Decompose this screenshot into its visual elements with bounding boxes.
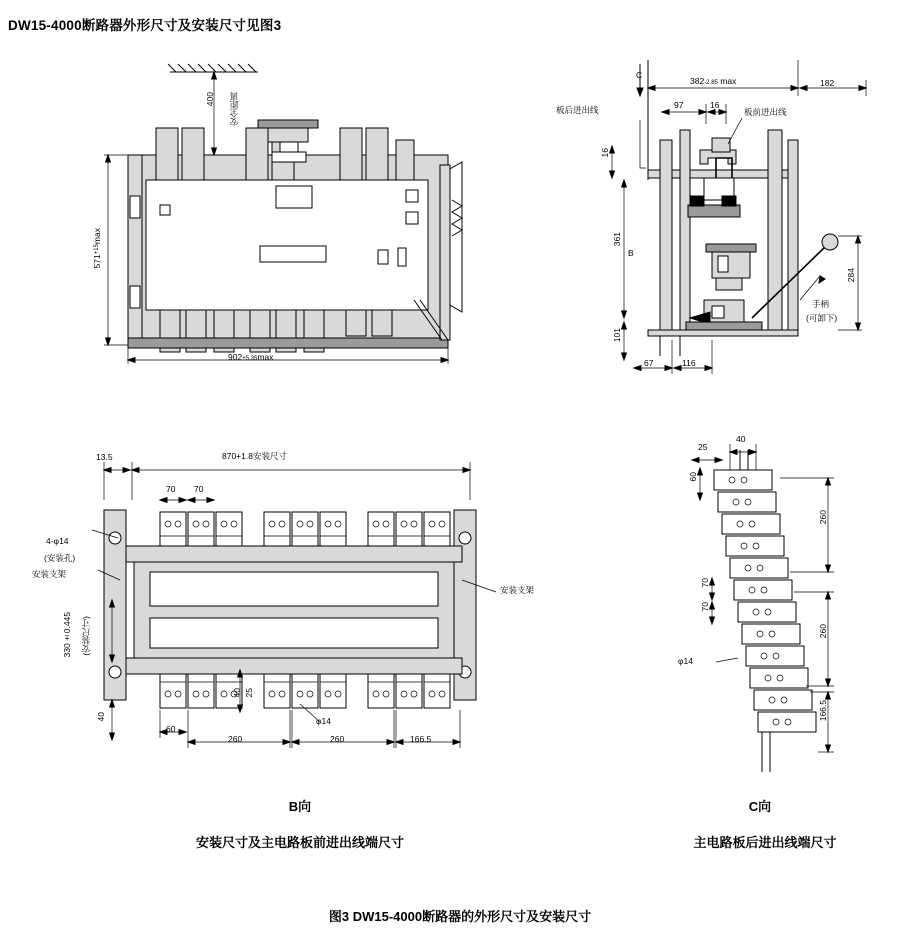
viewb-dim-260b: 260 [330, 734, 345, 744]
viewb-dim-330: 330±0.445 [62, 612, 72, 658]
viewb-hole-spec: 4-φ14 [46, 536, 69, 546]
side-dim-16: 16 [710, 100, 720, 110]
front-dim-902-value: 902 [228, 352, 243, 362]
figure-caption: 图3 DW15-4000断路器的外形尺寸及安装尺寸 [328, 909, 592, 924]
viewb-bracket-right: 安装支架 [500, 585, 535, 595]
viewc-dim-40: 40 [736, 434, 746, 444]
viewb-dim-870: 870+1.8安装尺寸 [222, 451, 287, 461]
view-b-caption: 安装尺寸及主电路板前进出线端尺寸 [195, 835, 404, 850]
page-title: DW15-4000断路器外形尺寸及安装尺寸见图3 [8, 18, 282, 33]
viewb-bracket-left: 安装支架 [32, 569, 67, 579]
side-dim-97: 97 [674, 100, 684, 110]
side-label-rear-wiring: 板后进出线 [556, 105, 599, 115]
front-dim-902-tol: +5.35 [242, 356, 258, 362]
side-dim-116: 116 [682, 358, 696, 368]
side-dim-382-max: max [720, 76, 737, 86]
front-dim-571-value: 571 [92, 254, 102, 269]
side-label-handle: 手柄 [812, 299, 830, 309]
viewc-dim-60: 60 [688, 472, 698, 482]
view-b-name: B向 [288, 799, 312, 814]
viewb-hole-note: (安装孔) [44, 553, 76, 563]
viewc-dim-166-5: 166.5 [818, 700, 828, 722]
viewc-hole-phi14: φ14 [678, 656, 693, 666]
viewc-dim-70b: 70 [700, 602, 710, 612]
viewb-dim-40a: 40 [96, 712, 106, 722]
viewc-dim-260b: 260 [818, 624, 828, 639]
front-dim-400: 400 [205, 92, 215, 107]
viewb-dim-40b: 40 [232, 688, 242, 698]
viewb-dim-13-5: 13.5 [96, 452, 113, 462]
viewc-dim-25: 25 [698, 442, 708, 452]
side-dim-101: 101 [612, 328, 622, 343]
viewb-dim-330-note: (安装尺寸) [81, 616, 91, 656]
front-dim-571-max: max [92, 228, 102, 245]
side-dim-67: 67 [644, 358, 654, 368]
side-mark-c: C [636, 70, 643, 80]
side-dim-382-value: 382 [690, 76, 705, 86]
viewc-dim-260a: 260 [818, 510, 828, 525]
viewb-dim-260a: 260 [228, 734, 243, 744]
front-dim-571-tol: +15 [94, 244, 100, 255]
side-dim-382-tol: -2.85 [704, 80, 718, 86]
view-c-caption: 主电路板后进出线端尺寸 [693, 835, 837, 850]
view-c-name: C向 [748, 799, 772, 814]
viewb-dim-60: 60 [166, 724, 176, 734]
side-dim-16b: 16 [600, 148, 610, 158]
side-dim-284: 284 [846, 268, 856, 283]
side-dim-182: 182 [820, 78, 835, 88]
viewb-dim-70b: 70 [194, 484, 204, 494]
side-label-front-wiring: 板前进出线 [744, 107, 787, 117]
viewb-hole-phi14: φ14 [316, 716, 331, 726]
viewb-dim-70a: 70 [166, 484, 176, 494]
viewb-dim-166-5: 166.5 [410, 734, 432, 744]
viewb-dim-25: 25 [244, 688, 254, 698]
side-label-handle-note: (可卸下) [806, 313, 838, 323]
side-mark-b: B [628, 248, 634, 258]
front-dim-902-max: max [257, 352, 274, 362]
side-dim-361: 361 [612, 232, 622, 247]
viewc-dim-70a: 70 [700, 578, 710, 588]
front-dim-400-note: 安全距离 [229, 92, 239, 126]
